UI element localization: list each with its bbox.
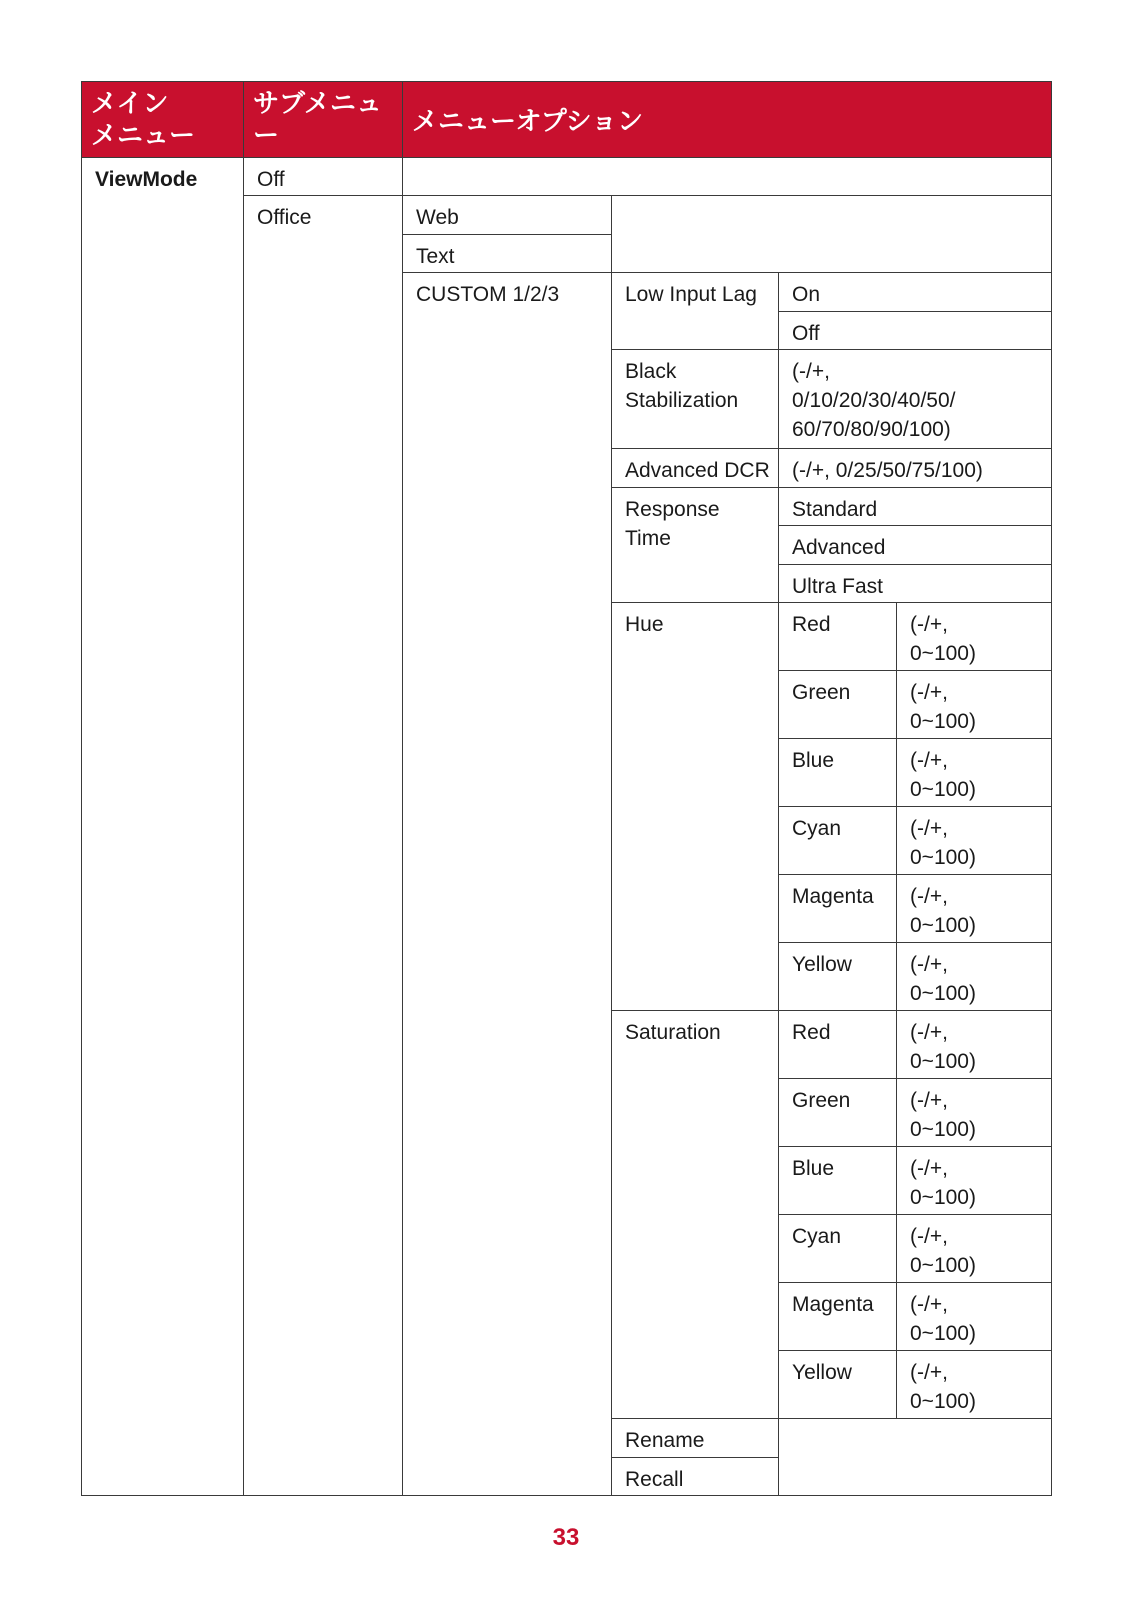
hue-color-label: Yellow [779, 943, 897, 1011]
value-on: On [779, 273, 1052, 312]
setting-low-input-lag: Low Input Lag [612, 273, 779, 350]
saturation-color-label: Yellow [779, 1351, 897, 1419]
saturation-range-value: (-/+, 0~100) [897, 1351, 1052, 1419]
saturation-range-value: (-/+, 0~100) [897, 1215, 1052, 1283]
saturation-color-label: Green [779, 1079, 897, 1147]
header-menu-option: メニューオプション [403, 82, 1052, 158]
saturation-color-label: Red [779, 1011, 897, 1079]
option-text: Text [403, 235, 612, 273]
hue-range-value: (-/+, 0~100) [897, 807, 1052, 875]
value-standard: Standard [779, 488, 1052, 526]
empty-cell [612, 196, 1052, 273]
empty-cell [779, 1419, 1052, 1496]
option-custom: CUSTOM 1/2/3 [403, 273, 612, 1496]
hue-range-value: (-/+, 0~100) [897, 739, 1052, 807]
saturation-color-label: Cyan [779, 1215, 897, 1283]
setting-response-time: Response Time [612, 488, 779, 603]
hue-color-label: Green [779, 671, 897, 739]
saturation-color-label: Blue [779, 1147, 897, 1215]
hue-range-value: (-/+, 0~100) [897, 943, 1052, 1011]
setting-saturation: Saturation [612, 1011, 779, 1419]
option-web: Web [403, 196, 612, 235]
value-ultra-fast: Ultra Fast [779, 565, 1052, 603]
value-advanced: Advanced [779, 526, 1052, 565]
setting-recall: Recall [612, 1458, 779, 1496]
hue-range-value: (-/+, 0~100) [897, 603, 1052, 671]
setting-advanced-dcr: Advanced DCR [612, 449, 779, 488]
hue-range-value: (-/+, 0~100) [897, 875, 1052, 943]
header-sub-menu: サブメニュ ー [244, 82, 403, 158]
sub-menu-office: Office [244, 196, 403, 1496]
hue-color-label: Cyan [779, 807, 897, 875]
setting-rename: Rename [612, 1419, 779, 1458]
header-main-menu: メイン メニュー [82, 82, 244, 158]
main-menu-viewmode: ViewMode [82, 158, 244, 1496]
saturation-color-label: Magenta [779, 1283, 897, 1351]
saturation-range-value: (-/+, 0~100) [897, 1147, 1052, 1215]
value-advanced-dcr: (-/+, 0/25/50/75/100) [779, 449, 1052, 488]
saturation-range-value: (-/+, 0~100) [897, 1079, 1052, 1147]
page-number: 33 [552, 1524, 580, 1551]
empty-cell [403, 158, 1052, 196]
sub-menu-off: Off [244, 158, 403, 196]
saturation-range-value: (-/+, 0~100) [897, 1011, 1052, 1079]
saturation-range-value: (-/+, 0~100) [897, 1283, 1052, 1351]
setting-hue: Hue [612, 603, 779, 1011]
table-header-row [82, 82, 1052, 158]
hue-color-label: Magenta [779, 875, 897, 943]
setting-black-stabilization: Black Stabilization [612, 350, 779, 449]
value-off: Off [779, 312, 1052, 350]
osd-menu-table [81, 81, 1052, 1496]
value-black-stabilization: (-/+, 0/10/20/30/40/50/ 60/70/80/90/100) [779, 350, 1052, 449]
hue-color-label: Red [779, 603, 897, 671]
hue-color-label: Blue [779, 739, 897, 807]
hue-range-value: (-/+, 0~100) [897, 671, 1052, 739]
